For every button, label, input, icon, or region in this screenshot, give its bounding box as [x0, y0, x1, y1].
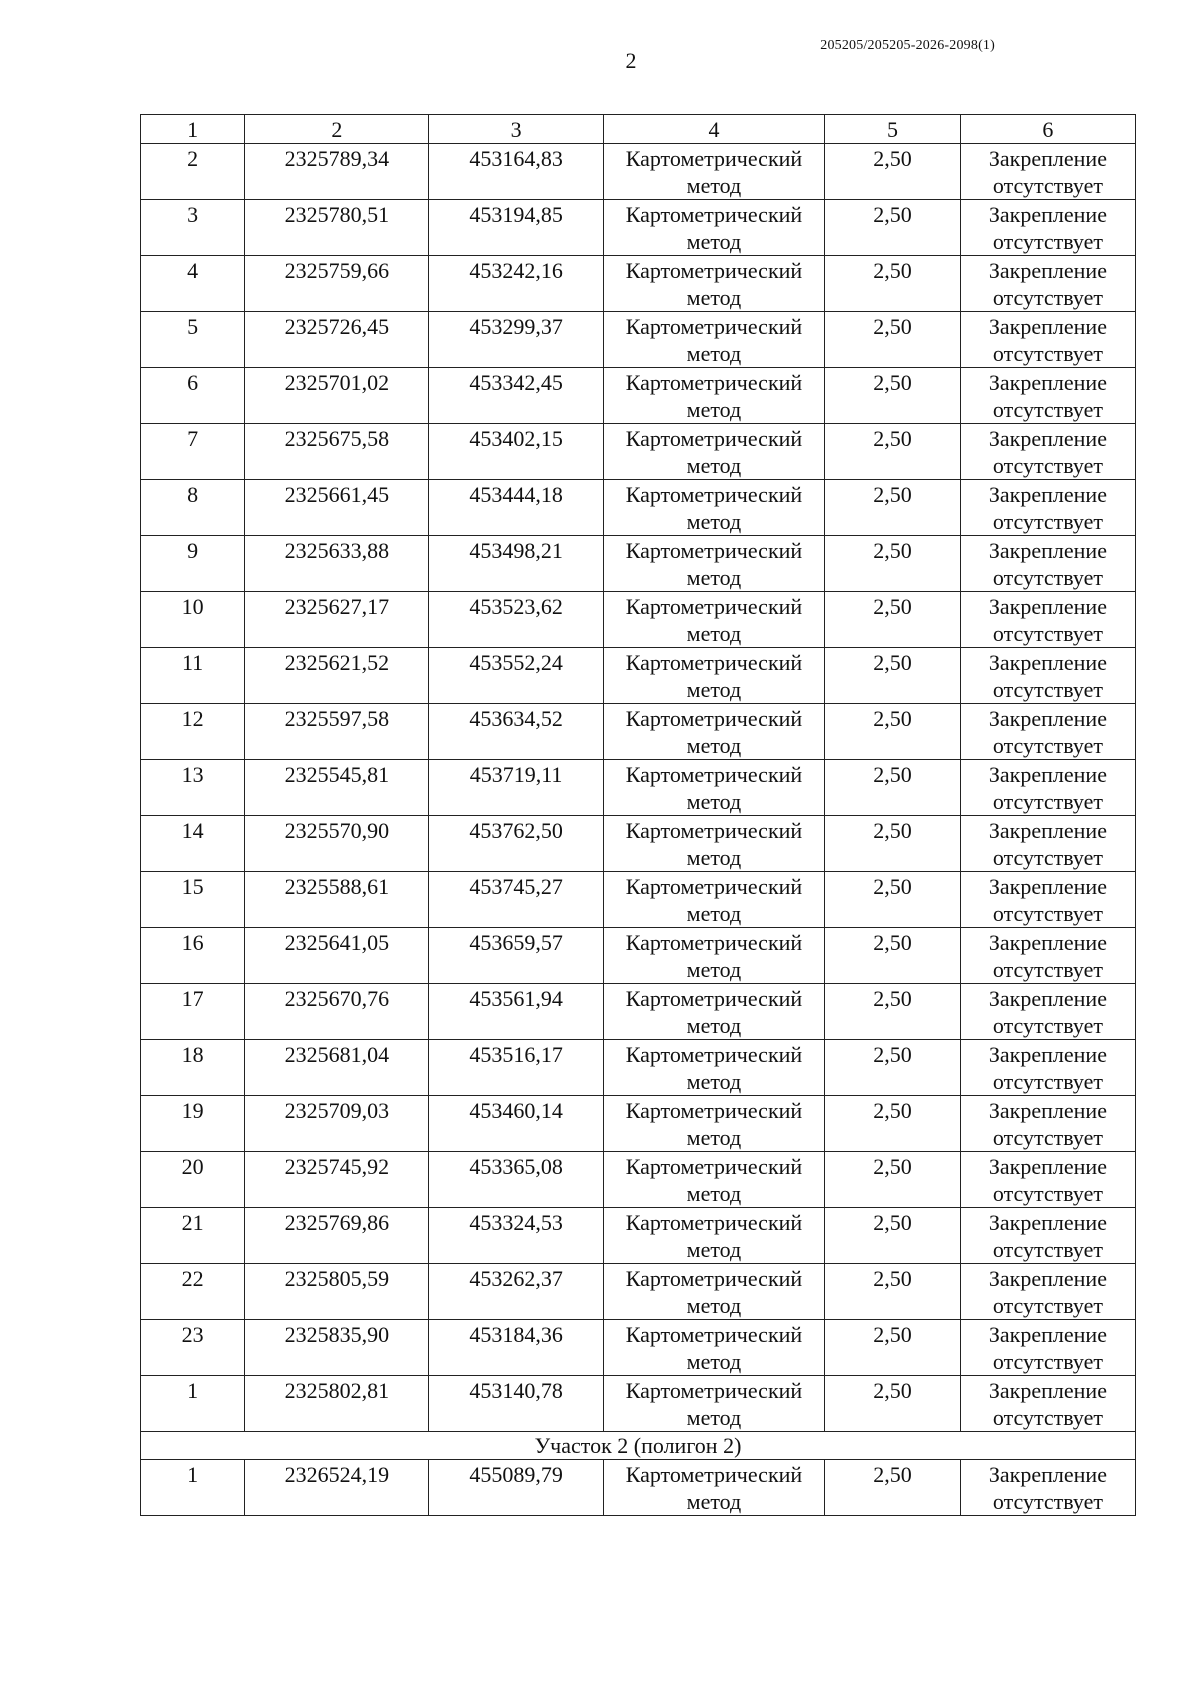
method-cell: Картометрический метод	[603, 424, 825, 480]
y-coordinate-cell: 453444,18	[429, 480, 603, 536]
x-coordinate-cell: 2325789,34	[245, 144, 429, 200]
point-number-cell: 11	[141, 648, 245, 704]
y-coordinate-cell: 453262,37	[429, 1264, 603, 1320]
marking-cell: Закрепление отсутствует	[960, 1208, 1135, 1264]
accuracy-cell: 2,50	[825, 592, 961, 648]
y-coordinate-cell: 453242,16	[429, 256, 603, 312]
column-header: 2	[245, 115, 429, 144]
marking-cell: Закрепление отсутствует	[960, 1460, 1135, 1516]
marking-cell: Закрепление отсутствует	[960, 648, 1135, 704]
marking-cell: Закрепление отсутствует	[960, 368, 1135, 424]
point-number-cell: 16	[141, 928, 245, 984]
accuracy-cell: 2,50	[825, 1264, 961, 1320]
table-row	[141, 536, 1136, 592]
x-coordinate-cell: 2325588,61	[245, 872, 429, 928]
method-cell: Картометрический метод	[603, 984, 825, 1040]
x-coordinate-cell: 2325661,45	[245, 480, 429, 536]
table-row	[141, 760, 1136, 816]
accuracy-cell: 2,50	[825, 760, 961, 816]
accuracy-cell: 2,50	[825, 1208, 961, 1264]
x-coordinate-cell: 2325701,02	[245, 368, 429, 424]
marking-cell: Закрепление отсутствует	[960, 1040, 1135, 1096]
section-label: Участок 2 (полигон 2)	[141, 1432, 1136, 1460]
method-cell: Картометрический метод	[603, 1460, 825, 1516]
x-coordinate-cell: 2325745,92	[245, 1152, 429, 1208]
column-header: 4	[603, 115, 825, 144]
marking-cell: Закрепление отсутствует	[960, 704, 1135, 760]
y-coordinate-cell: 453460,14	[429, 1096, 603, 1152]
table-row	[141, 928, 1136, 984]
method-cell: Картометрический метод	[603, 256, 825, 312]
table-row	[141, 368, 1136, 424]
accuracy-cell: 2,50	[825, 648, 961, 704]
x-coordinate-cell: 2325627,17	[245, 592, 429, 648]
table-row	[141, 1460, 1136, 1516]
marking-cell: Закрепление отсутствует	[960, 144, 1135, 200]
section-row	[141, 1432, 1136, 1460]
accuracy-cell: 2,50	[825, 1152, 961, 1208]
method-cell: Картометрический метод	[603, 536, 825, 592]
point-number-cell: 15	[141, 872, 245, 928]
y-coordinate-cell: 453324,53	[429, 1208, 603, 1264]
x-coordinate-cell: 2325675,58	[245, 424, 429, 480]
column-header: 6	[960, 115, 1135, 144]
point-number-cell: 5	[141, 312, 245, 368]
table-row	[141, 1040, 1136, 1096]
table-row	[141, 1152, 1136, 1208]
column-header: 5	[825, 115, 961, 144]
y-coordinate-cell: 453342,45	[429, 368, 603, 424]
accuracy-cell: 2,50	[825, 928, 961, 984]
method-cell: Картометрический метод	[603, 1096, 825, 1152]
table-row	[141, 144, 1136, 200]
y-coordinate-cell: 453516,17	[429, 1040, 603, 1096]
method-cell: Картометрический метод	[603, 1376, 825, 1432]
accuracy-cell: 2,50	[825, 1460, 961, 1516]
y-coordinate-cell: 453194,85	[429, 200, 603, 256]
y-coordinate-cell: 453299,37	[429, 312, 603, 368]
marking-cell: Закрепление отсутствует	[960, 1376, 1135, 1432]
table-row	[141, 1208, 1136, 1264]
x-coordinate-cell: 2325641,05	[245, 928, 429, 984]
marking-cell: Закрепление отсутствует	[960, 1096, 1135, 1152]
point-number-cell: 2	[141, 144, 245, 200]
marking-cell: Закрепление отсутствует	[960, 200, 1135, 256]
x-coordinate-cell: 2325709,03	[245, 1096, 429, 1152]
marking-cell: Закрепление отсутствует	[960, 760, 1135, 816]
x-coordinate-cell: 2325802,81	[245, 1376, 429, 1432]
method-cell: Картометрический метод	[603, 1152, 825, 1208]
table-row	[141, 592, 1136, 648]
point-number-cell: 17	[141, 984, 245, 1040]
method-cell: Картометрический метод	[603, 1320, 825, 1376]
method-cell: Картометрический метод	[603, 648, 825, 704]
point-number-cell: 20	[141, 1152, 245, 1208]
accuracy-cell: 2,50	[825, 984, 961, 1040]
table-body	[141, 115, 1136, 1516]
point-number-cell: 14	[141, 816, 245, 872]
x-coordinate-cell: 2325633,88	[245, 536, 429, 592]
marking-cell: Закрепление отсутствует	[960, 256, 1135, 312]
marking-cell: Закрепление отсутствует	[960, 872, 1135, 928]
table-row	[141, 1264, 1136, 1320]
table-row	[141, 256, 1136, 312]
x-coordinate-cell: 2325670,76	[245, 984, 429, 1040]
table-row	[141, 1096, 1136, 1152]
method-cell: Картометрический метод	[603, 1040, 825, 1096]
y-coordinate-cell: 453140,78	[429, 1376, 603, 1432]
method-cell: Картометрический метод	[603, 312, 825, 368]
accuracy-cell: 2,50	[825, 480, 961, 536]
point-number-cell: 9	[141, 536, 245, 592]
point-number-cell: 7	[141, 424, 245, 480]
document-id: 205205/205205-2026-2098(1)	[820, 38, 995, 53]
table-row	[141, 648, 1136, 704]
table-row	[141, 480, 1136, 536]
accuracy-cell: 2,50	[825, 1376, 961, 1432]
accuracy-cell: 2,50	[825, 536, 961, 592]
y-coordinate-cell: 453498,21	[429, 536, 603, 592]
marking-cell: Закрепление отсутствует	[960, 312, 1135, 368]
x-coordinate-cell: 2325769,86	[245, 1208, 429, 1264]
point-number-cell: 1	[141, 1376, 245, 1432]
method-cell: Картометрический метод	[603, 760, 825, 816]
column-header: 3	[429, 115, 603, 144]
marking-cell: Закрепление отсутствует	[960, 816, 1135, 872]
method-cell: Картометрический метод	[603, 200, 825, 256]
accuracy-cell: 2,50	[825, 1040, 961, 1096]
method-cell: Картометрический метод	[603, 872, 825, 928]
method-cell: Картометрический метод	[603, 368, 825, 424]
y-coordinate-cell: 453184,36	[429, 1320, 603, 1376]
table-row	[141, 312, 1136, 368]
y-coordinate-cell: 453659,57	[429, 928, 603, 984]
marking-cell: Закрепление отсутствует	[960, 424, 1135, 480]
y-coordinate-cell: 453402,15	[429, 424, 603, 480]
y-coordinate-cell: 453523,62	[429, 592, 603, 648]
point-number-cell: 10	[141, 592, 245, 648]
method-cell: Картометрический метод	[603, 1264, 825, 1320]
coordinates-table	[140, 114, 1136, 1516]
accuracy-cell: 2,50	[825, 368, 961, 424]
y-coordinate-cell: 453719,11	[429, 760, 603, 816]
x-coordinate-cell: 2325545,81	[245, 760, 429, 816]
method-cell: Картометрический метод	[603, 592, 825, 648]
method-cell: Картометрический метод	[603, 1208, 825, 1264]
point-number-cell: 1	[141, 1460, 245, 1516]
accuracy-cell: 2,50	[825, 144, 961, 200]
marking-cell: Закрепление отсутствует	[960, 592, 1135, 648]
x-coordinate-cell: 2325726,45	[245, 312, 429, 368]
marking-cell: Закрепление отсутствует	[960, 1264, 1135, 1320]
table-row	[141, 1320, 1136, 1376]
y-coordinate-cell: 455089,79	[429, 1460, 603, 1516]
y-coordinate-cell: 453552,24	[429, 648, 603, 704]
accuracy-cell: 2,50	[825, 256, 961, 312]
x-coordinate-cell: 2326524,19	[245, 1460, 429, 1516]
y-coordinate-cell: 453762,50	[429, 816, 603, 872]
x-coordinate-cell: 2325681,04	[245, 1040, 429, 1096]
column-header: 1	[141, 115, 245, 144]
point-number-cell: 8	[141, 480, 245, 536]
x-coordinate-cell: 2325805,59	[245, 1264, 429, 1320]
x-coordinate-cell: 2325835,90	[245, 1320, 429, 1376]
table-row	[141, 984, 1136, 1040]
accuracy-cell: 2,50	[825, 1320, 961, 1376]
table-row	[141, 872, 1136, 928]
accuracy-cell: 2,50	[825, 200, 961, 256]
y-coordinate-cell: 453164,83	[429, 144, 603, 200]
marking-cell: Закрепление отсутствует	[960, 1320, 1135, 1376]
x-coordinate-cell: 2325597,58	[245, 704, 429, 760]
x-coordinate-cell: 2325780,51	[245, 200, 429, 256]
point-number-cell: 6	[141, 368, 245, 424]
point-number-cell: 22	[141, 1264, 245, 1320]
x-coordinate-cell: 2325621,52	[245, 648, 429, 704]
marking-cell: Закрепление отсутствует	[960, 536, 1135, 592]
x-coordinate-cell: 2325759,66	[245, 256, 429, 312]
accuracy-cell: 2,50	[825, 312, 961, 368]
point-number-cell: 12	[141, 704, 245, 760]
y-coordinate-cell: 453745,27	[429, 872, 603, 928]
method-cell: Картометрический метод	[603, 816, 825, 872]
method-cell: Картометрический метод	[603, 480, 825, 536]
accuracy-cell: 2,50	[825, 872, 961, 928]
point-number-cell: 13	[141, 760, 245, 816]
marking-cell: Закрепление отсутствует	[960, 480, 1135, 536]
y-coordinate-cell: 453365,08	[429, 1152, 603, 1208]
point-number-cell: 19	[141, 1096, 245, 1152]
table-row	[141, 1376, 1136, 1432]
point-number-cell: 21	[141, 1208, 245, 1264]
table-row	[141, 200, 1136, 256]
point-number-cell: 18	[141, 1040, 245, 1096]
marking-cell: Закрепление отсутствует	[960, 1152, 1135, 1208]
method-cell: Картометрический метод	[603, 144, 825, 200]
accuracy-cell: 2,50	[825, 1096, 961, 1152]
accuracy-cell: 2,50	[825, 704, 961, 760]
x-coordinate-cell: 2325570,90	[245, 816, 429, 872]
point-number-cell: 4	[141, 256, 245, 312]
accuracy-cell: 2,50	[825, 816, 961, 872]
column-number-row	[141, 115, 1136, 144]
method-cell: Картометрический метод	[603, 928, 825, 984]
y-coordinate-cell: 453561,94	[429, 984, 603, 1040]
marking-cell: Закрепление отсутствует	[960, 984, 1135, 1040]
table-row	[141, 704, 1136, 760]
marking-cell: Закрепление отсутствует	[960, 928, 1135, 984]
accuracy-cell: 2,50	[825, 424, 961, 480]
table-row	[141, 816, 1136, 872]
table-row	[141, 424, 1136, 480]
y-coordinate-cell: 453634,52	[429, 704, 603, 760]
method-cell: Картометрический метод	[603, 704, 825, 760]
page-number: 2	[625, 48, 637, 73]
point-number-cell: 3	[141, 200, 245, 256]
point-number-cell: 23	[141, 1320, 245, 1376]
